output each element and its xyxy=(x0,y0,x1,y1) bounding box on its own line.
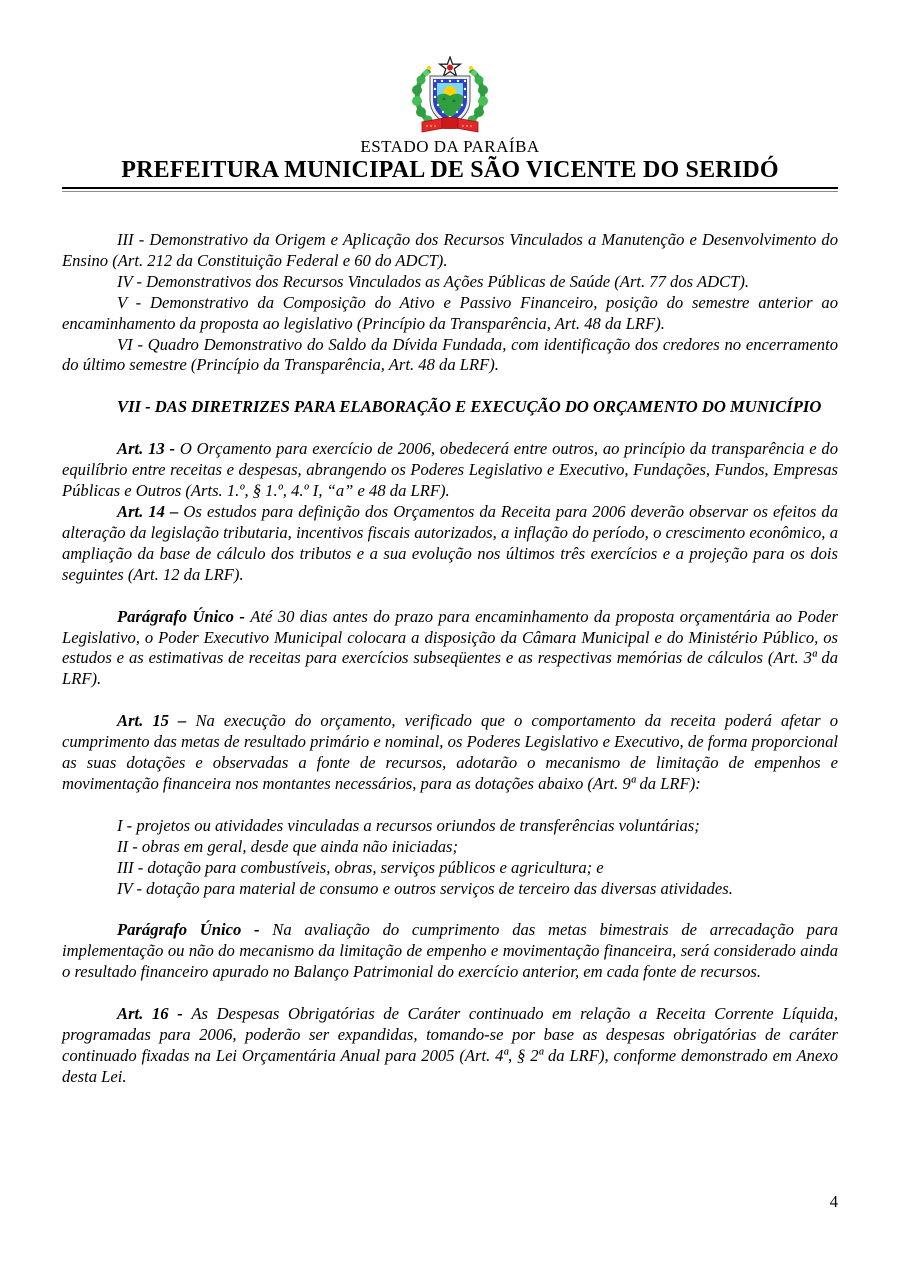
state-name: ESTADO DA PARAÍBA xyxy=(360,137,540,156)
section-heading-vii xyxy=(62,397,838,418)
paragraph-iii-text: III - Demonstrativo da Origem e Aplicação dos Recursos Vinculados a Manutenção e Desenvolvimento do Ensino (Art. 212 da Constituição Federal e 60 do ADCT). xyxy=(62,230,838,270)
page-number: 4 xyxy=(829,1192,838,1211)
list-item-1: I - projetos ou atividades vinculadas a recursos oriundos de transferências voluntárias; xyxy=(117,815,700,835)
paragraph-vi-text: VI - Quadro Demonstrativo do Saldo da Dívida Fundada, com identificação dos credores no encerramento do último semestre (Princípio da Transparência, Art. 48 da LRF). xyxy=(62,334,838,375)
article-15 xyxy=(62,711,838,795)
paragrafo-unico-2 xyxy=(62,920,838,983)
paragraph-iv-text: IV - Demonstrativos dos Recursos Vinculados as Ações Públicas de Saúde (Art. 77 dos ADCT). xyxy=(117,271,750,291)
article-15-label: Art. 15 – xyxy=(117,711,196,731)
article-13-text: O Orçamento para exercício de 2006, obedecerá entre outros, ao princípio da transparência e do equilíbrio entre receitas e despesas, abrangendo os Poderes Legislativo e Executivo, Fundações, Fundos, Empresas Públicas e Outros (Arts. 1.º, § 1.º, 4.º I, “a” e 48 da LRF). xyxy=(62,439,838,501)
star-icon xyxy=(440,57,461,76)
article-14-label: Art. 14 – xyxy=(117,501,184,521)
paragrafo-unico-1-text: Até 30 dias antes do prazo para encaminhamento da proposta orçamentária ao Poder Legislativo, o Poder Executivo Municipal colocara a disposição da Câmara Municipal e do Ministério Público, os estudos e as estimativas de receitas para exercícios subseqüentes e as respectivas memórias de cálculos (Art. 3ª da LRF). xyxy=(62,606,838,689)
article-14 xyxy=(62,502,838,586)
header-rule-thick xyxy=(62,187,838,189)
paragraph-v-text: V - Demonstrativo da Composição do Ativo e Passivo Financeiro, posição do semestre anterior ao encaminhamento da proposta ao legislativo (Princípio da Transparência, Art. 48 da LRF). xyxy=(62,292,838,333)
article-16 xyxy=(62,1004,838,1088)
paragrafo-unico-2-text: Na avaliação do cumprimento das metas bimestrais de arrecadação para implementação ou não do mecanismo da limitação de empenho e movimentação financeira, será considerado ainda o resultado financeiro apurado no Balanço Patrimonial do exercício anterior, em cada fonte de recursos. xyxy=(62,920,838,982)
header-rule-thin xyxy=(62,191,838,192)
list-item-3: III - dotação para combustíveis, obras, serviços públicos e agricultura; e xyxy=(117,857,604,877)
paragrafo-unico-2-label: Parágrafo Único - xyxy=(117,920,273,940)
article-13 xyxy=(62,439,838,502)
paraiba-coat-of-arms-icon xyxy=(404,56,496,136)
list-item-2: II - obras em geral, desde que ainda não iniciadas; xyxy=(117,836,459,856)
paragraph-vi xyxy=(62,335,838,377)
paragrafo-unico-1-label: Parágrafo Único - xyxy=(117,606,251,626)
article-15-text: Na execução do orçamento, verificado que o comportamento da receita poderá afetar o cumprimento das metas de resultado primário e nominal, os Poderes Legislativo e Executivo, de forma proporcional as suas dotações e observadas a fonte de recursos, adotarão o mecanismo de limitação de empenhos e movimentação financeira nos montantes necessários, para as dotações abaixo (Art. 9ª da LRF): xyxy=(62,711,838,793)
letterhead xyxy=(62,56,838,192)
limitation-list xyxy=(117,816,838,900)
section-heading-vii-text: VII - DAS DIRETRIZES PARA ELABORAÇÃO E EXECUÇÃO DO ORÇAMENTO DO MUNICÍPIO xyxy=(117,397,822,417)
document-body xyxy=(62,230,838,1088)
list-item-4: IV - dotação para material de consumo e outros serviços de terceiro das diversas atividades. xyxy=(117,878,733,898)
article-14-text: Os estudos para definição dos Orçamentos da Receita para 2006 deverão observar os efeitos da alteração da legislação tributaria, incentivos fiscais autorizados, a inflação do período, o crescimento econômico, a ampliação da base de cálculo dos tributos e a sua evolução nos últimos três exercícios e a projeção para os dois seguintes (Art. 12 da LRF). xyxy=(62,501,838,584)
paragraph-v xyxy=(62,293,838,335)
paragraph-iv xyxy=(62,272,838,293)
article-16-label: Art. 16 - xyxy=(117,1004,192,1024)
paragrafo-unico-1 xyxy=(62,607,838,691)
article-16-text: As Despesas Obrigatórias de Caráter continuado em relação a Receita Corrente Líquida, programadas para 2006, poderão ser expandidas, tomando-se por base as despesas obrigatórias de caráter continuado fixadas na Lei Orçamentária Anual para 2005 (Art. 4ª, § 2ª da LRF), conforme demonstrado em Anexo desta Lei. xyxy=(62,1004,838,1086)
article-13-label: Art. 13 - xyxy=(117,439,180,459)
municipality-title: PREFEITURA MUNICIPAL DE SÃO VICENTE DO SERIDÓ xyxy=(121,157,779,183)
paragraph-iii xyxy=(62,230,838,272)
